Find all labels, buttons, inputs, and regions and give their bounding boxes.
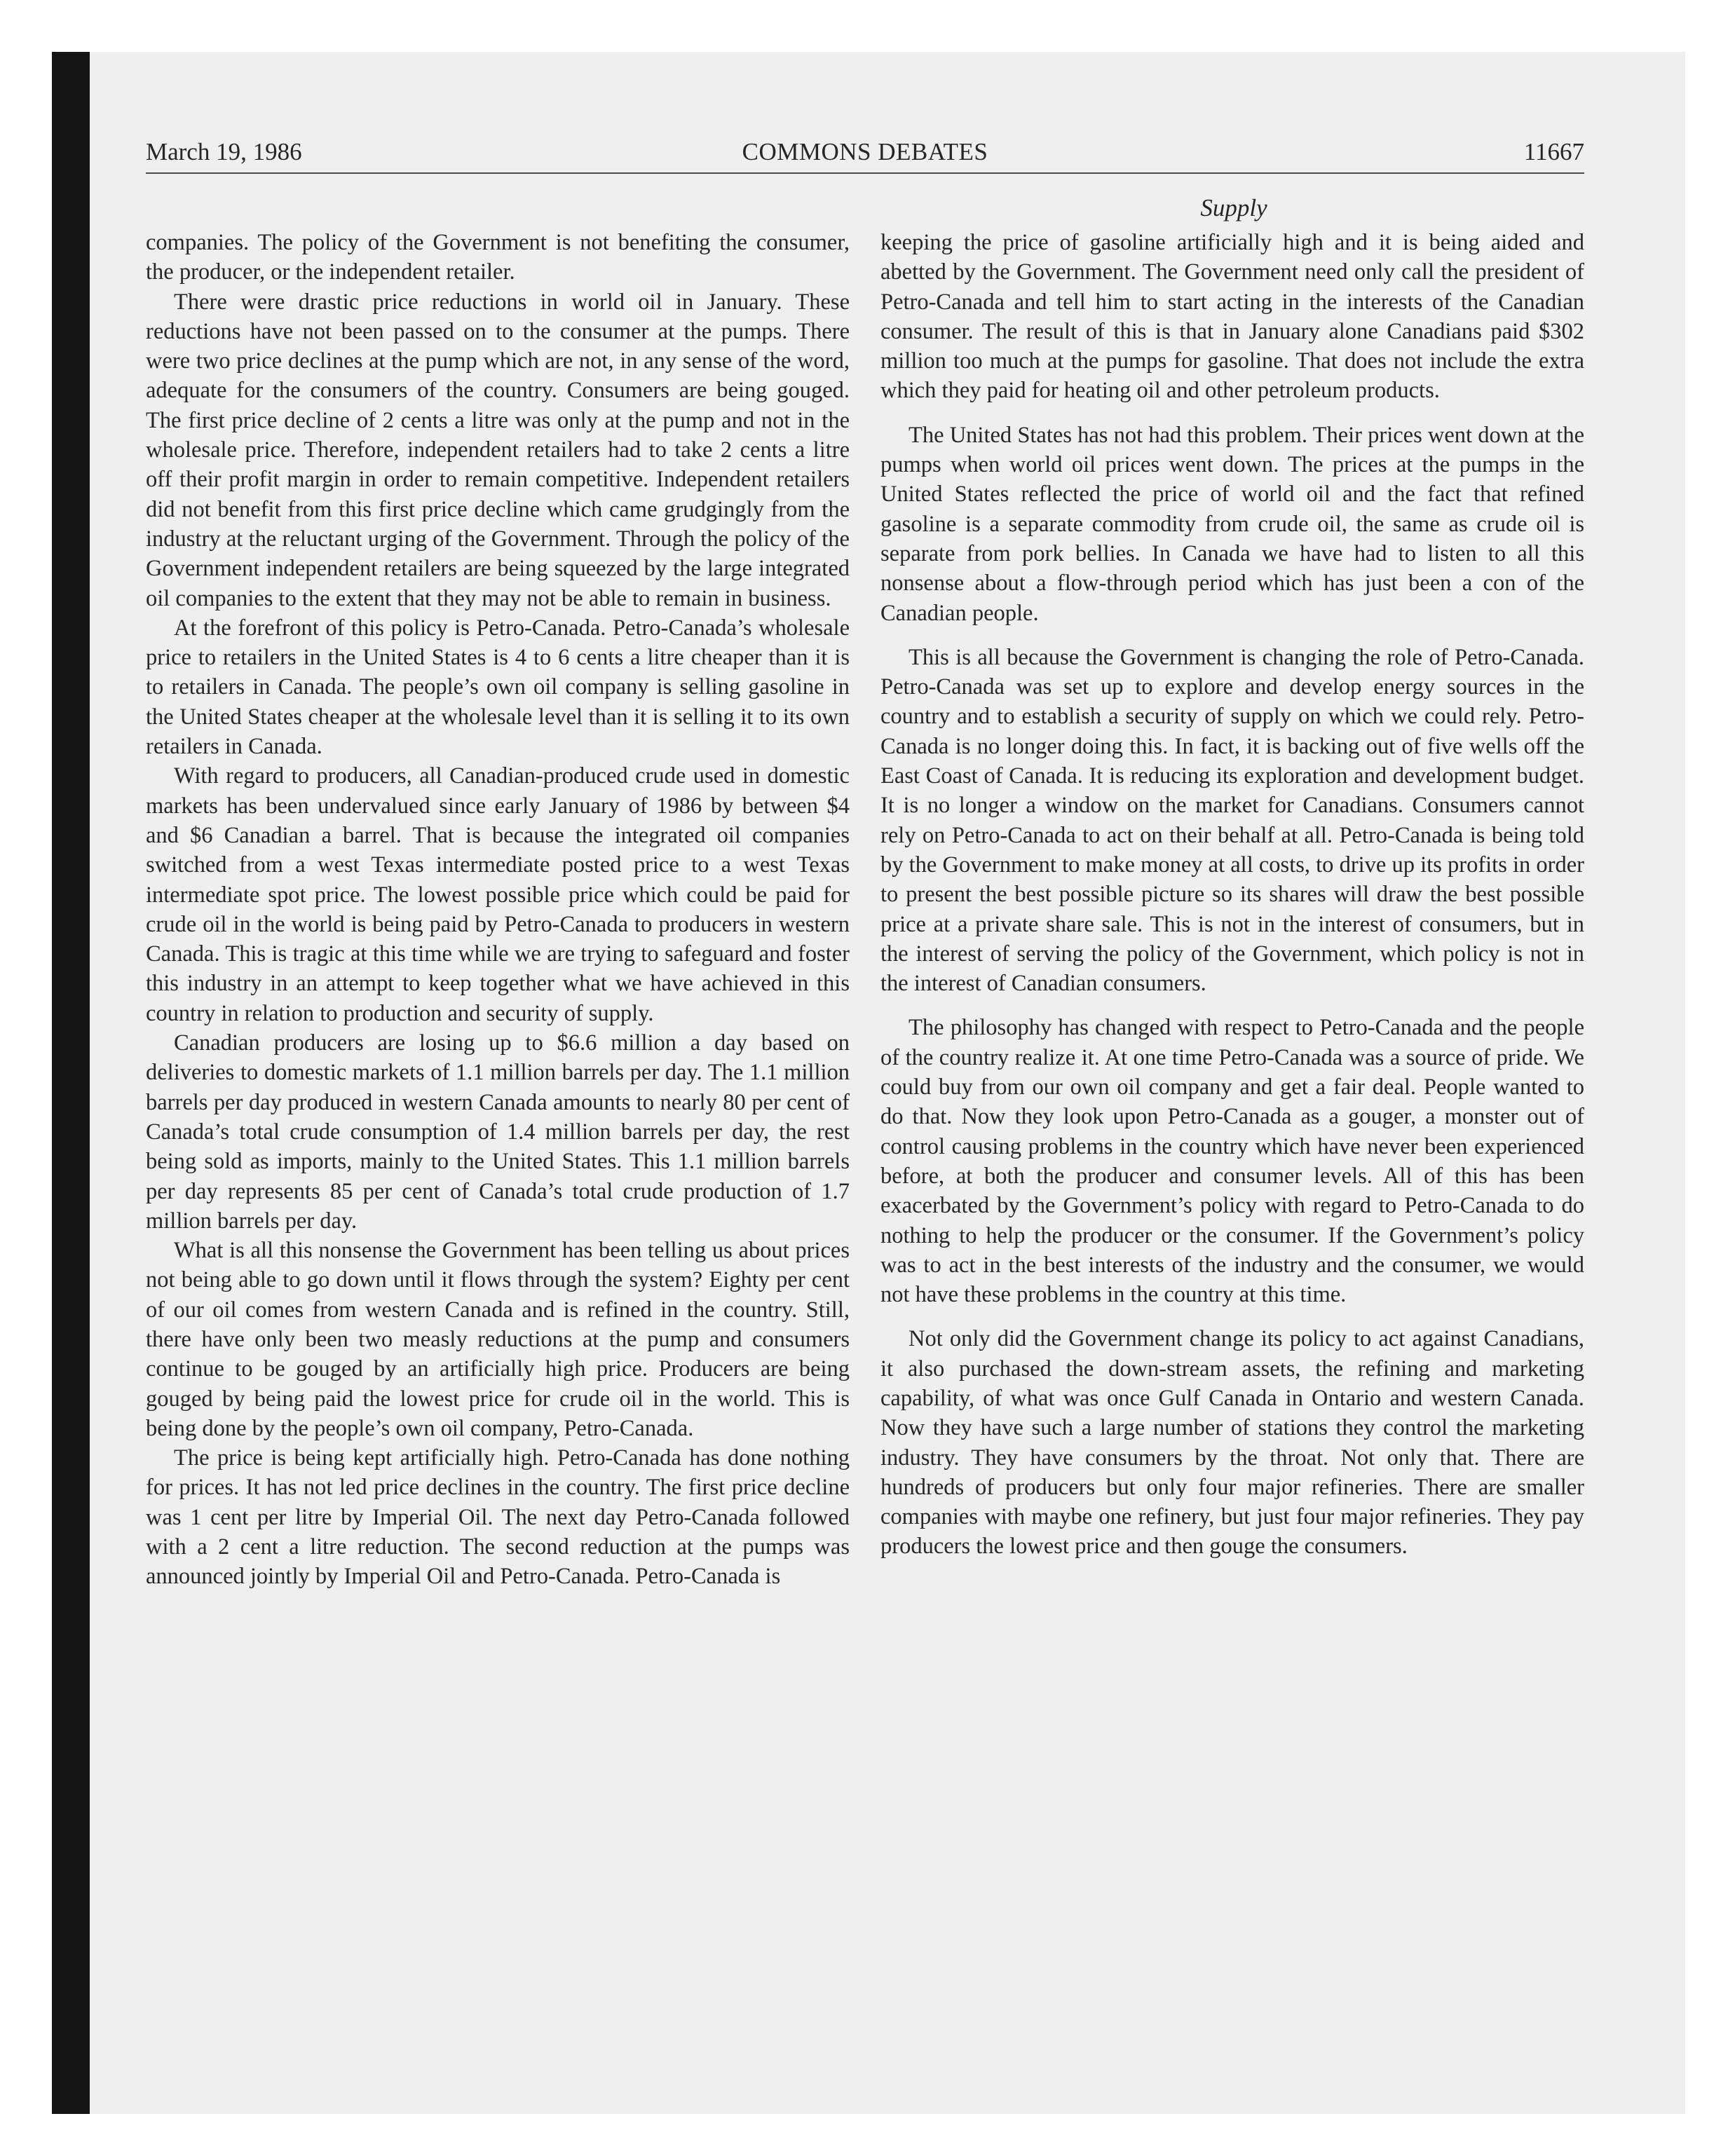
paragraph: With regard to producers, all Canadian-produced crude used in domestic markets has been undervalued since early January of 1986 by between $4 and $6 Canadian a barrel. That is because the integrated oil companies switched from a west Texas intermediate posted price to a west Texas intermediate spot price. The lowest possible price which could be paid for crude oil in the world is being paid by Petro-Canada to producers in western Canada. This is tragic at this time while we are trying to safeguard and foster this industry in an attempt to keep together what we have achieved in this country in relation to production and security of supply.: [146, 763, 850, 1026]
paragraph: There were drastic price reductions in world oil in January. These reductions have not been passed on to the consumer at the pumps. There were two price declines at the pump which are not, in any sense of the word, adequate for the consumers of the country. Consumers are being gouged. The first price decline of 2 cents a litre was only at the pump and not in the wholesale price. Therefore, independent retailers had to take 2 cents a litre off their profit margin in order to remain competitive. Independent retailers did not benefit from this first price decline which came grudgingly from the industry at the reluctant urging of the Government. Through the policy of the Government independent retailers are being squeezed by the large integrated oil companies to the extent that they may not be able to remain in business.: [146, 289, 850, 611]
section-label: Supply: [1200, 194, 1267, 221]
running-head: [146, 137, 1584, 174]
paragraph: Canadian producers are losing up to $6.6 million a day based on deliveries to domestic markets of 1.1 million barrels per day. The 1.1 million barrels per day produced in western Canada amounts to nearly 80 per cent of Canada’s total crude consumption of 1.4 million barrels per day, the rest being sold as imports, mainly to the United States. This 1.1 million barrels per day represents 85 per cent of Canada’s total crude production of 1.7 million barrels per day.: [146, 1030, 850, 1234]
left-column: [146, 228, 850, 1592]
paragraph: Not only did the Government change its policy to act against Canadians, it also purchased the down-stream assets, the refining and marketing capability, of what was once Gulf Canada in Ontario and western Canada. Now they have such a large number of stations they control the marketing industry. They have consumers by the throat. Not only that. There are hundreds of producers but only four major refineries. There are smaller companies with maybe one refinery, but just four major refineries. They pay producers the lowest price and then gouge the consumers.: [880, 1326, 1584, 1560]
paragraph: The price is being kept artificially high. Petro-Canada has done nothing for prices. It has not led price declines in the country. The first price decline was 1 cent per litre by Imperial Oil. The next day Petro-Canada followed with a 2 cent a litre reduction. The second reduction at the pumps was announced jointly by Imperial Oil and Petro-Canada. Petro-Canada is: [146, 1445, 850, 1590]
paragraph: The United States has not had this problem. Their prices went down at the pumps when world oil prices went down. The prices at the pumps in the United States reflected the price of world oil and the fact that refined gasoline is a separate commodity from crude oil, the same as crude oil is separate from pork bellies. In Canada we have had to listen to all this nonsense about a flow-through period which has just been a con of the Canadian people.: [880, 422, 1584, 626]
right-column: [880, 228, 1584, 1562]
paragraph: The philosophy has changed with respect to Petro-Canada and the people of the country realize it. At one time Petro-Canada was a source of pride. We could buy from our own oil company and get a fair deal. People wanted to do that. Now they look upon Petro-Canada as a gouger, a monster out of control causing problems in the country which have never been experienced before, at both the producer and consumer levels. All of this has been exacerbated by the Government’s policy with regard to Petro-Canada to do nothing to help the producer or the consumer. If the Government’s policy was to act in the best interests of the industry and the consumer, we would not have these problems in the country at this time.: [880, 1015, 1584, 1308]
header-page-number: 11667: [1523, 138, 1584, 165]
header-date: March 19, 1986: [146, 138, 302, 165]
binding-edge: [52, 52, 90, 2114]
paragraph: keeping the price of gasoline artificially high and it is being aided and abetted by the Government. The Government need only call the president of Petro-Canada and tell him to start acting in the interests of the Canadian consumer. The result of this is that in January alone Canadians paid $302 million too much at the pumps for gasoline. That does not include the extra which they paid for heating oil and other petroleum products.: [880, 230, 1584, 404]
paragraph: companies. The policy of the Government is not benefiting the consumer, the producer, or the independent retailer.: [146, 230, 850, 285]
paragraph: At the forefront of this policy is Petro-Canada. Petro-Canada’s wholesale price to retailers in the United States is 4 to 6 cents a litre cheaper than it is to retailers in Canada. The people’s own oil company is selling gasoline in the United States cheaper at the wholesale level than it is selling it to its own retailers in Canada.: [146, 615, 850, 760]
paragraph: This is all because the Government is changing the role of Petro-Canada. Petro-Canada was set up to explore and develop energy sources in the country and to establish a security of supply on which we could rely. Petro-Canada is no longer doing this. In fact, it is backing out of five wells off the East Coast of Canada. It is reducing its exploration and development budget. It is no longer a window on the market for Canadians. Consumers cannot rely on Petro-Canada to act on their behalf at all. Petro-Canada is being told by the Government to make money at all costs, to drive up its profits in order to present the best possible picture so its shares will draw the best possible price at a private share sale. This is not in the interest of consumers, but in the interest of serving the policy of the Government, which policy is not in the interest of Canadian consumers.: [880, 644, 1584, 997]
header-title: COMMONS DEBATES: [742, 138, 988, 165]
paragraph: What is all this nonsense the Government has been telling us about prices not being able to go down until it flows through the system? Eighty per cent of our oil comes from western Canada and is refined in the country. Still, there have only been two measly reductions at the pump and consumers continue to be gouged by an artificially high price. Producers are being gouged by being paid the lowest price for crude oil in the world. This is being done by the people’s own oil company, Petro-Canada.: [146, 1238, 850, 1441]
